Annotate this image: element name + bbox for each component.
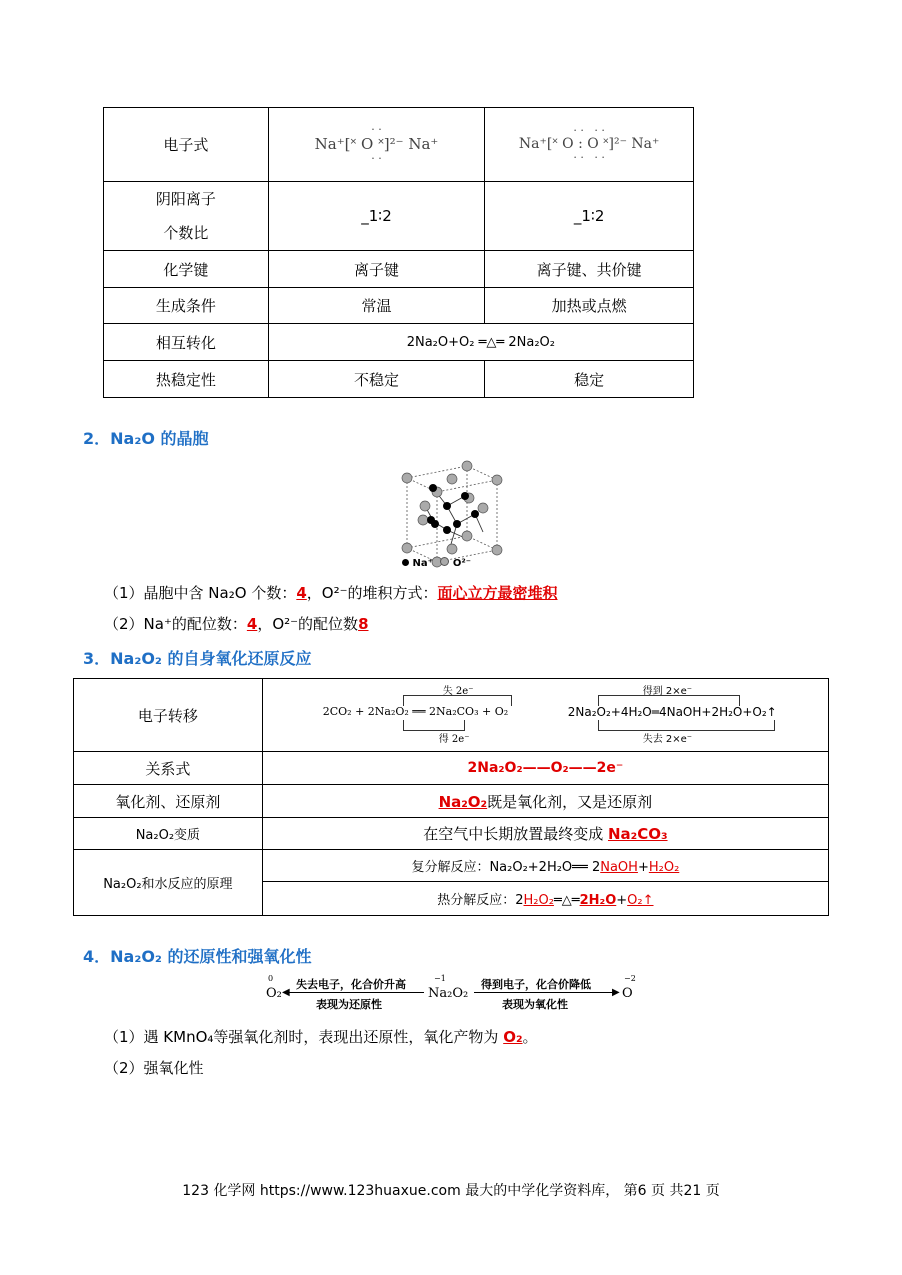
species-o: O <box>622 986 633 1001</box>
table-row <box>104 288 694 324</box>
row-label: 氧化剂、还原剂 <box>74 785 263 818</box>
legend-na: Na⁺ <box>412 558 433 569</box>
section-heading: 2．Na₂O 的晶胞 <box>83 429 209 448</box>
row-label: 生成条件 <box>104 288 269 324</box>
row-label: 电子式 <box>104 108 269 182</box>
bond-na2o2: 离子键、共价键 <box>485 251 694 288</box>
o-dot-icon <box>440 557 449 566</box>
row-label: 电子转移 <box>74 679 263 752</box>
redox-table <box>73 678 829 916</box>
answer: 4 <box>296 584 307 602</box>
ion-ratio-na2o2: _1∶2 <box>485 182 694 251</box>
answer: NaOH <box>600 860 638 875</box>
stability-na2o: 不稳定 <box>268 361 485 398</box>
table-row <box>104 361 694 398</box>
electron-formula-na2o: · · Na⁺[˟ O ˟]²⁻ Na⁺ · · <box>268 108 485 182</box>
redox-diagram: 0 O₂ 失去电子，化合价升高 ◀ 表现为还原性 −1 Na₂O₂ 得到电子，化合价降低 ▶ 表现为氧化性 −2 O <box>266 974 636 1011</box>
equation-h2o: 2Na₂O₂+4H₂O═4NaOH+2H₂O+O₂↑ <box>567 705 777 719</box>
conversion-equation: 2Na₂O+O₂ ═△═ 2Na₂O₂ <box>268 324 693 361</box>
section4-item1: （1）遇 KMnO₄等强氧化剂时，表现出还原性，氧化产物为 O₂。 <box>104 1028 538 1046</box>
row-label: Na₂O₂和水反应的原理 <box>74 850 263 916</box>
table-row <box>104 182 694 251</box>
table-row <box>74 679 829 752</box>
section2-item1: （1）晶胞中含 Na₂O 个数：4，O²⁻的堆积方式：面心立方最密堆积 <box>104 584 558 602</box>
section-heading: 3．Na₂O₂ 的自身氧化还原反应 <box>83 649 312 668</box>
answer: H₂O₂ <box>523 893 554 908</box>
answer: O₂↑ <box>627 893 654 908</box>
electron-formula-na2o2: · · · · Na⁺[˟ O : O ˟]²⁻ Na⁺ · · · · <box>485 108 694 182</box>
agent-cell: Na₂O₂既是氧化剂，又是还原剂 <box>262 785 828 818</box>
row-label: 相互转化 <box>104 324 269 361</box>
species-na2o2: Na₂O₂ <box>428 986 469 1001</box>
equation-co2: 2CO₂ + 2Na₂O₂ ══ 2Na₂CO₃ + O₂ <box>322 705 509 718</box>
row-label: 热稳定性 <box>104 361 269 398</box>
answer: 4 <box>246 615 258 633</box>
bond-na2o: 离子键 <box>268 251 485 288</box>
properties-table <box>103 107 694 398</box>
crystal-cell-image <box>395 458 510 570</box>
answer: 面心立方最密堆积 <box>437 584 558 602</box>
left-arrow <box>284 992 424 993</box>
stability-na2o2: 稳定 <box>485 361 694 398</box>
legend-o: O²⁻ <box>452 558 472 569</box>
answer: Na₂CO₃ <box>607 825 668 843</box>
degrade-cell: 在空气中长期放置最终变成 Na₂CO₃ <box>262 818 828 850</box>
electron-transfer-cell: 失 2e⁻ 2CO₂ + 2Na₂O₂ ══ 2Na₂CO₃ + O₂ 得 2e⁻ 得到 2×e⁻ 2Na₂O₂+4H₂O═4NaOH+2H₂O+O₂↑ 失去 2×e⁻ <box>262 679 828 752</box>
relation-value: 2Na₂O₂——O₂——2e⁻ <box>262 752 828 785</box>
answer: 2H₂O <box>579 893 617 908</box>
legend <box>402 557 471 569</box>
condition-na2o: 常温 <box>268 288 485 324</box>
decomposition-cell: 热分解反应：2H₂O₂═△═2H₂O+O₂↑ <box>262 882 828 916</box>
answer: H₂O₂ <box>648 860 680 875</box>
na-dot-icon <box>402 559 409 566</box>
table-row <box>104 108 694 182</box>
section4-item2: （2）强氧化性 <box>104 1059 204 1077</box>
table-row <box>74 785 829 818</box>
metathesis-cell: 复分解反应：Na₂O₂+2H₂O══ 2NaOH+H₂O₂ <box>262 850 828 882</box>
table-row <box>104 251 694 288</box>
table-row <box>74 752 829 785</box>
row-label: 关系式 <box>74 752 263 785</box>
row-label: Na₂O₂变质 <box>74 818 263 850</box>
species-o2: O₂ <box>266 986 282 1001</box>
table-row <box>74 818 829 850</box>
answer: Na₂O₂ <box>438 792 488 811</box>
table-row <box>74 850 829 882</box>
section2-item2: （2）Na⁺的配位数：4，O²⁻的配位数8 <box>104 615 369 633</box>
section-heading: 4．Na₂O₂ 的还原性和强氧化性 <box>83 947 312 966</box>
condition-na2o2: 加热或点燃 <box>485 288 694 324</box>
ion-ratio-na2o: _1∶2 <box>268 182 485 251</box>
answer: 8 <box>358 615 369 633</box>
row-label: 阴阳离子 个数比 <box>104 182 269 251</box>
table-row <box>104 324 694 361</box>
answer: O₂ <box>503 1028 523 1046</box>
page-footer: 123 化学网 https://www.123huaxue.com 最大的中学化学资料库， 第6 页 共21 页 <box>182 1183 720 1199</box>
row-label: 化学键 <box>104 251 269 288</box>
right-arrow <box>474 992 617 993</box>
